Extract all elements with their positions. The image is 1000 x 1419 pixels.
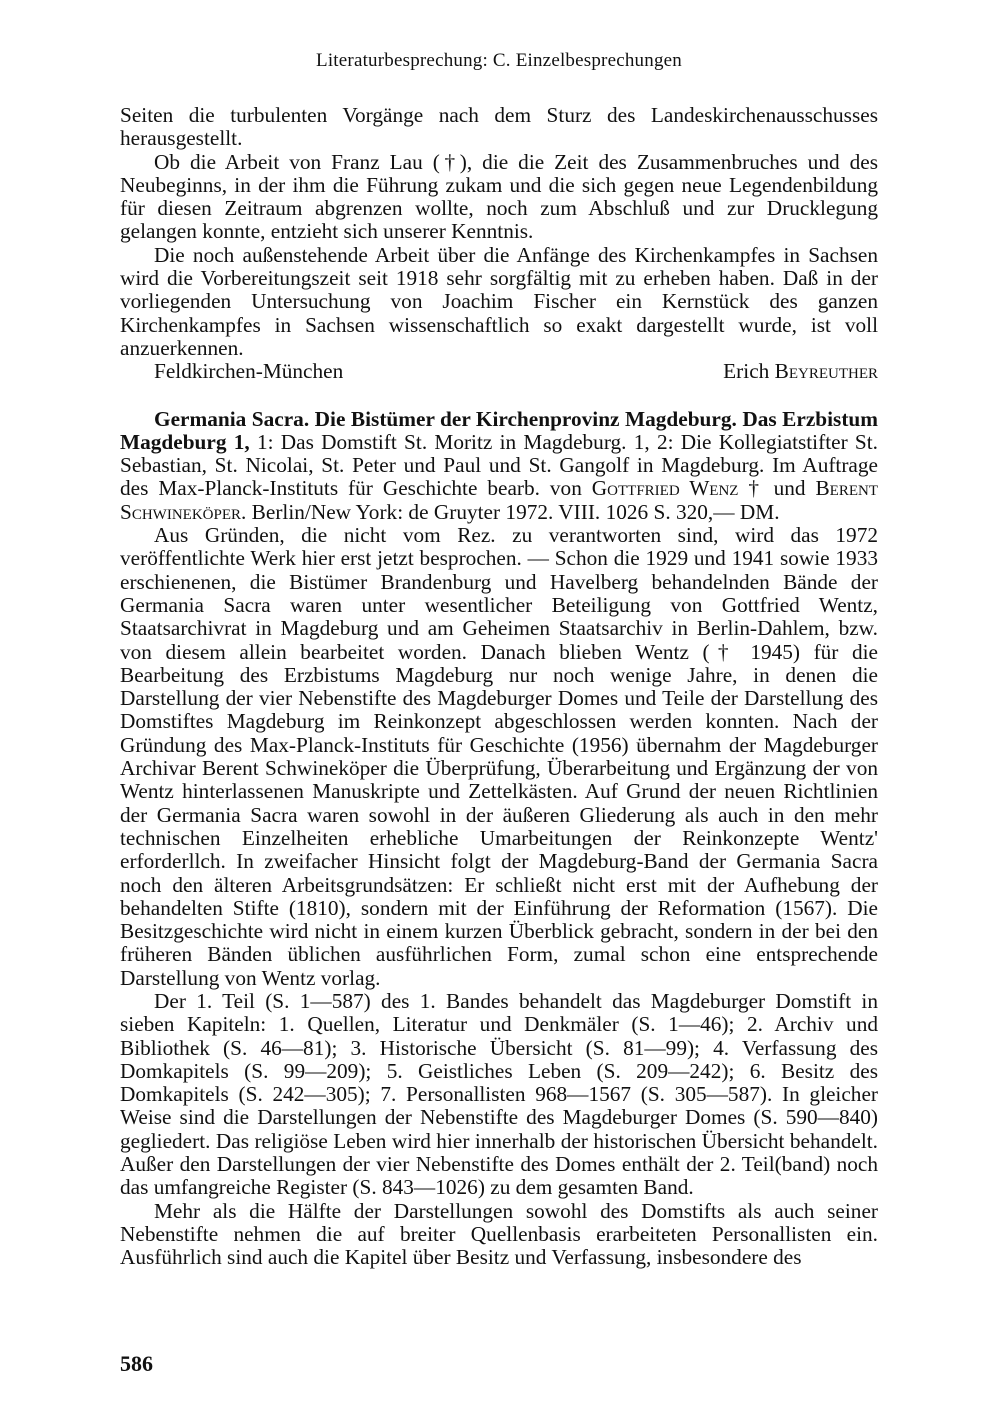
reviewer-place: Feldkirchen-München	[154, 359, 344, 384]
review2-author-2: Berent Schwineköper	[120, 476, 878, 524]
review2-title-rest: 1: Das Domstift St. Moritz in Magdeburg. 1, 2: Die Kollegiatstifter St. Sebastian, St. Nicolai, St. Peter und Paul und St. Gangolf in Magdeburg. Im Auftrage des Max-Planck-Instituts für Geschichte bearb. von	[120, 429, 878, 501]
review2-paragraph-3: Mehr als die Hälfte der Darstellungen sowohl des Domstifts als auch seiner Nebenstifte nehmen die auf breiter Quellenbasis erarbeiteten Personallisten ein. Ausführlich sind auch die Kapitel über Besitz und Verfassung, insbesondere des	[120, 1198, 878, 1270]
page-body	[120, 104, 878, 1270]
review2-bibliographic-entry	[120, 408, 878, 524]
running-header: Literaturbesprechung: C. Einzelbesprechungen	[316, 50, 682, 71]
review1-paragraph-1: Seiten die turbulenten Vorgänge nach dem Sturz des Landeskirchenausschusses herausgestellt.	[120, 103, 878, 151]
review1-signature	[120, 360, 878, 383]
page-number: 586	[120, 1351, 153, 1376]
review1-paragraph-3: Die noch außenstehende Arbeit über die Anfänge des Kirchenkampfes in Sachsen wird die Vorbereitungszeit seit 1918 sehr sorgfältig mit zu erheben haben. Daß in der vorliegenden Untersuchung von Joachim Fischer ein Kernstück des ganzen Kirchenkampfes in Sachsen wissenschaftlich so exakt dargestellt wurde, ist voll anzuerkennen.	[120, 242, 878, 360]
review2-paragraph-1: Aus Gründen, die nicht vom Rez. zu verantworten sind, wird das 1972 veröffentlichte Werk hier erst jetzt besprochen. — Schon die 1929 und 1941 sowie 1933 erschienenen, die Bistümer Brandenburg und Havelberg behandelnden Bände der Germania Sacra waren unter wesentlicher Beteiligung von Gottfried Wentz, Staatsarchivrat in Magdeburg und am Geheimen Staatsarchiv in Berlin-Dahlem, bzw. von diesem allein bearbeitet worden. Danach blieben Wentz († 1945) für die Bearbeitung des Erzbistums Magdeburg nur noch wenige Jahre, in denen die Darstellung der vier Nebenstifte des Magdeburger Domes und Teile der Darstellung des Domstiftes Magdeburg im Reinkonzept abgeschlossen werden konnten. Nach der Gründung des Max-Planck-Instituts für Geschichte (1956) übernahm der Magdeburger Archivar Berent Schwineköper die Überprüfung, Überarbeitung und Ergänzung der von Wentz hinterlassenen Manuskripte und Zettelkästen. Auf Grund der neuen Richtlinien der Germania Sacra waren sowohl in der äußeren Gliederung als auch in den mehr technischen Einzelheiten erhebliche Umarbeitungen der Reinkonzepte Wentz' erforderllch. In zweifacher Hinsicht folgt der Magdeburg-Band der Germania Sacra noch den älteren Arbeitsgrundsätzen: Er schließt nicht erst mit der Aufhebung der behandelten Stifte (1810), sondern mit der Einführung der Reformation (1567). Die Besitzgeschichte wird nicht in einem kurzen Überblick gebracht, sondern in der bei den früheren Bänden üblichen ausführlichen Form, zumal schon eine entsprechende Darstellung von Wentz vorlag.	[120, 523, 878, 990]
review2-paragraph-2: Der 1. Teil (S. 1—587) des 1. Bandes behandelt das Magdeburger Domstift in sieben Kapiteln: 1. Quellen, Literatur und Denkmäler (S. 1—46); 2. Archiv und Bibliothek (S. 46—81); 3. Historische Übersicht (S. 81—99); 4. Verfassung des Domkapitels (S. 99—209); 5. Geistliches Leben (S. 209—242); 6. Besitz des Domkapitels (S. 242—305); 7. Personallisten 968—1567 (S. 305—587). In gleicher Weise sind die Darstellungen der Nebenstifte des Magdeburger Domes (S. 590—840) gegliedert. Das religiöse Leben wird hier innerhalb der historischen Übersicht behandelt. Außer den Darstellungen der vier Nebenstifte des Domes enthält der 2. Teil(band) noch das umfangreiche Register (S. 843—1026) zu dem gesamten Band.	[120, 988, 878, 1200]
reviewer-name	[723, 360, 878, 383]
review2-between-authors: † und	[738, 476, 816, 501]
reviewer-last-name: Beyreuther	[774, 359, 878, 384]
review1-paragraph-2: Ob die Arbeit von Franz Lau (†), die die Zeit des Zusammenbruches und des Neubeginns, in der ihm die Führung zukam und die sich gegen neue Legendenbildung für diesen Zeitraum abgrenzen wollte, noch zum Abschluß und zur Drucklegung gelangen konnte, entzieht sich unserer Kenntnis.	[120, 149, 878, 244]
review2-author-1: Gottfried Wenz	[591, 476, 739, 501]
reviewer-first-name: Erich	[723, 359, 775, 384]
review2-title-bold: Germania Sacra. Die Bistümer der Kirchenprovinz Magdeburg. Das Erzbistum Magdeburg 1,	[120, 406, 878, 454]
review2-title-end: . Berlin/New York: de Gruyter 1972. VIII. 1026 S. 320,— DM.	[241, 499, 780, 524]
